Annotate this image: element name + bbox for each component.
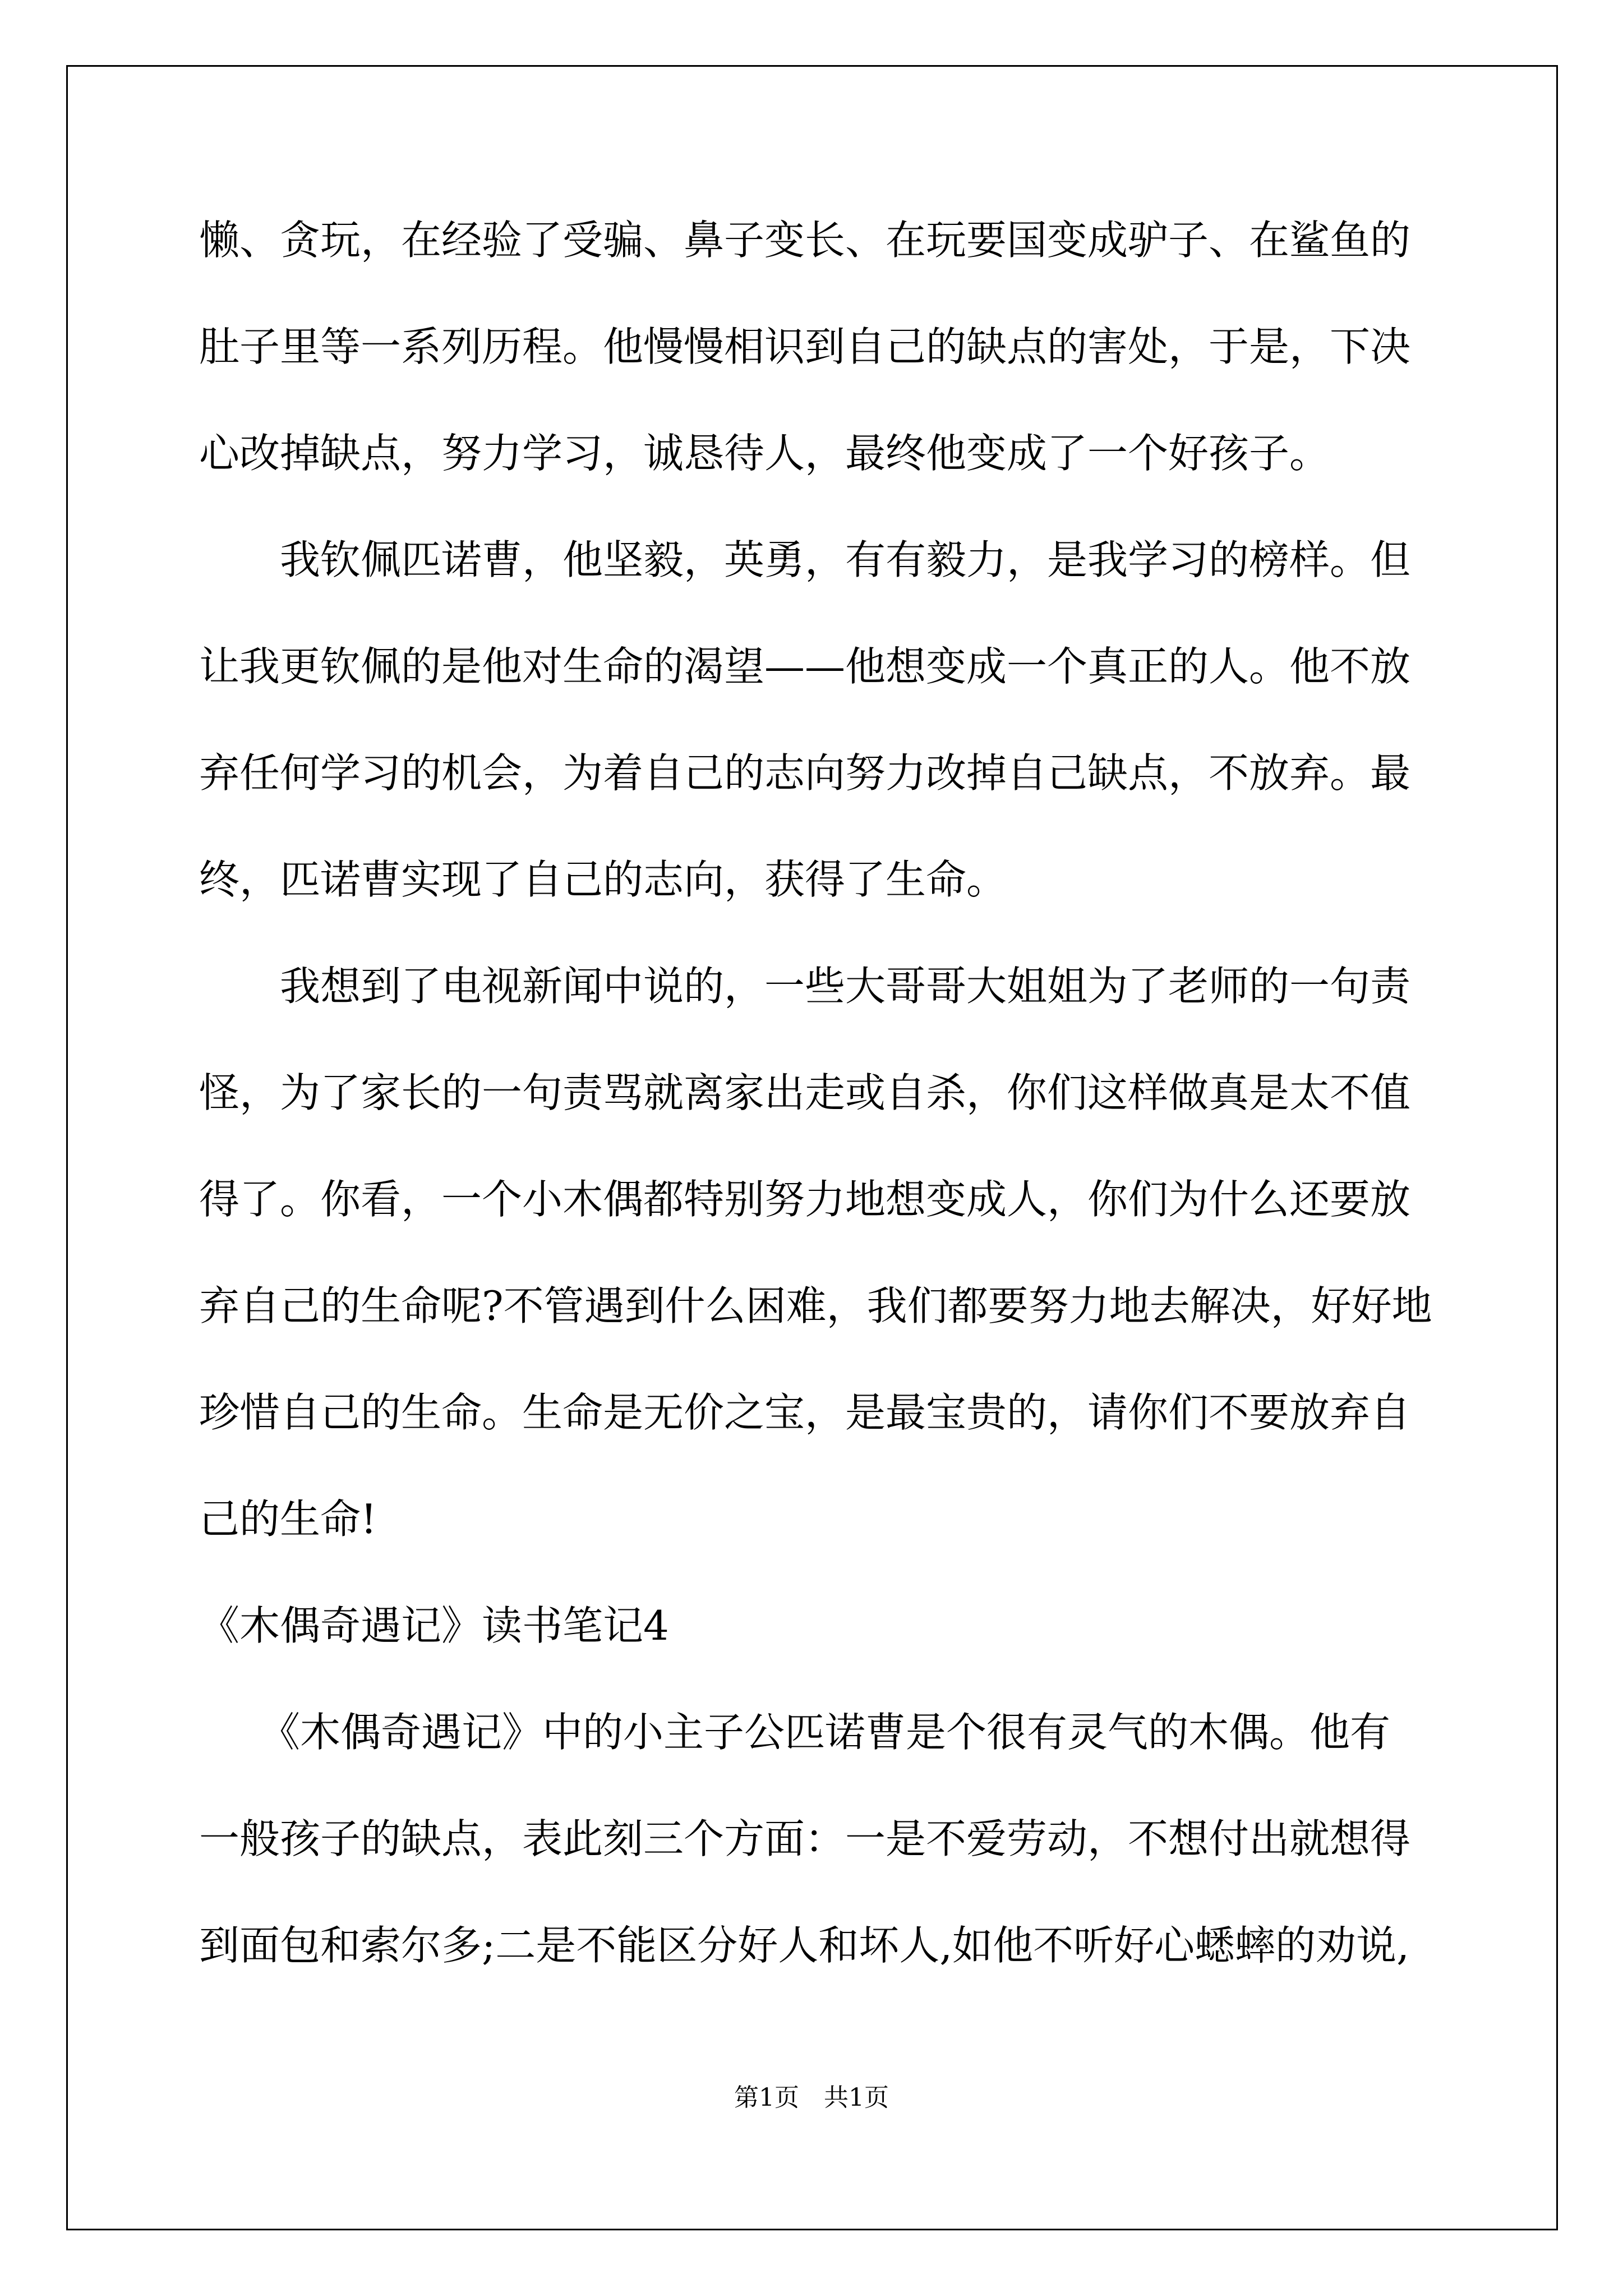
text-line: 怪，为了家长的一句责骂就离家出走或自杀，你们这样做真是太不值 — [199, 1069, 1411, 1116]
text-line: 弃自己的生命呢?不管遇到什么困难，我们都要努力地去解决，好好地 — [199, 1282, 1432, 1329]
page-border — [66, 65, 1558, 2230]
text-line: 《木偶奇遇记》中的小主子公匹诺曹是个很有灵气的木偶。他有 — [199, 1709, 1391, 1756]
text-line: 一般孩子的缺点，表此刻三个方面：一是不爱劳动，不想付出就想得 — [199, 1815, 1411, 1862]
text-line: 心改掉缺点，努力学习，诚恳待人，最终他变成了一个好孩子。 — [199, 430, 1330, 477]
text-line: 让我更钦佩的是他对生命的渴望——他想变成一个真正的人。他不放 — [199, 643, 1411, 690]
text-line: 己的生命! — [199, 1496, 377, 1543]
page-number-footer: 第1页 共1页 — [734, 2083, 889, 2112]
text-line: 弃任何学习的机会，为着自己的志向努力改掉自己缺点，不放弃。最 — [199, 749, 1411, 797]
text-line: 懒、贪玩，在经验了受骗、鼻子变长、在玩要国变成驴子、在鲨鱼的 — [199, 217, 1411, 264]
text-line: 到面包和索尔多;二是不能区分好人和坏人,如他不听好心蟋蟀的劝说, — [199, 1922, 1410, 1969]
text-line: 得了。你看，一个小木偶都特别努力地想变成人，你们为什么还要放 — [199, 1176, 1411, 1223]
section-heading: 《木偶奇遇记》读书笔记4 — [199, 1602, 669, 1649]
text-line: 我钦佩匹诺曹，他坚毅，英勇，有有毅力，是我学习的榜样。但 — [199, 536, 1411, 583]
text-line: 我想到了电视新闻中说的，一些大哥哥大姐姐为了老师的一句责 — [199, 963, 1411, 1010]
text-line: 肚子里等一系列历程。他慢慢相识到自己的缺点的害处，于是，下决 — [199, 323, 1411, 370]
text-line: 珍惜自己的生命。生命是无价之宝，是最宝贵的，请你们不要放弃自 — [199, 1389, 1411, 1436]
text-line: 终，匹诺曹实现了自己的志向，获得了生命。 — [199, 856, 1007, 903]
